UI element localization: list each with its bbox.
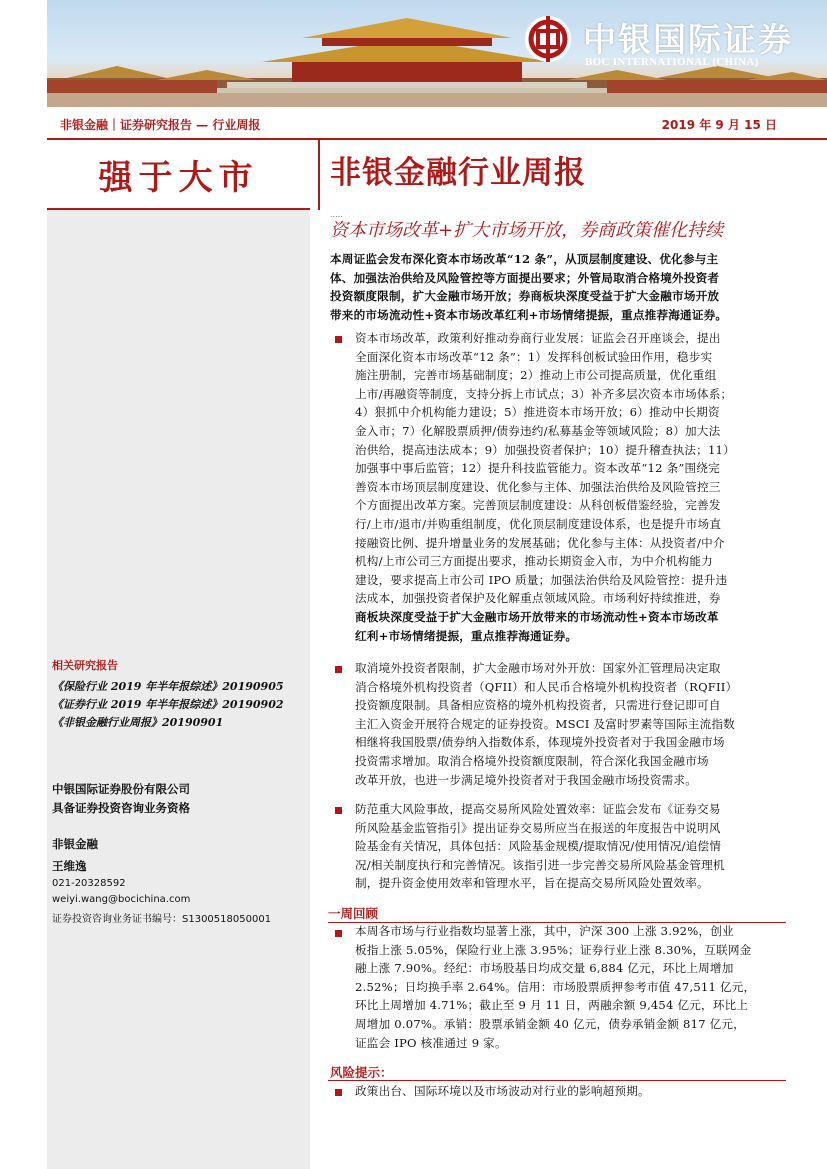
- paragraph-line: 施注册制，完善市场基础制度；2）推动上市公司提高质量，优化重组: [355, 368, 717, 383]
- firm-name: 中银国际证券股份有限公司: [52, 782, 190, 796]
- paragraph-line: 证监会 IPO 核准通过 9 家。: [355, 1035, 507, 1050]
- paragraph-line: 环比上周增加 4.71%；截止至 9 月 11 日，两融余额 9,454 亿元，环比上: [355, 998, 749, 1013]
- paragraph-line: 融上涨 7.90%。经纪：市场股基日均成交量 6,884 亿元，环比上周增加: [355, 961, 734, 976]
- title-divider: [318, 140, 320, 210]
- bullet-icon: [335, 1089, 342, 1096]
- paragraph-line: 投资需求增加。取消合格境外投资额度限制，符合深化我国金融市场: [355, 753, 709, 768]
- bullet-paragraph-opening: [355, 659, 785, 789]
- bullet-icon: [335, 336, 342, 343]
- intro-line: 投资额度限制，扩大金融市场开放；券商板块深度受益于扩大金融市场开放: [330, 289, 720, 304]
- paragraph-line: 商板块深度受益于扩大金融市场开放带来的市场流动性+资本市场改革: [355, 609, 719, 624]
- paragraph-line: 上市/再融资等制度，支持分拆上市试点；3）补齐多层次资本市场体系；: [355, 386, 733, 401]
- logo-text-cn: 中银国际证券: [583, 20, 793, 59]
- related-report-link[interactable]: 《证券行业 2019 年半年报综述》20190902: [52, 698, 284, 711]
- firm-qualification: 具备证券投资咨询业务资格: [52, 801, 190, 815]
- paragraph-line: 全面深化资本市场改革“12 条”：1）发挥科创板试验田作用，稳步实: [355, 349, 713, 364]
- analyst-name: 王维逸: [52, 859, 87, 873]
- paragraph-line: 相继将我国股票/债券纳入指数体系，体现境外投资者对于我国金融市场: [355, 735, 725, 750]
- intro-line: 体、加强法治供给及风险管控等方面提出要求；外管局取消合格境外投资者: [330, 270, 720, 285]
- paragraph-line: 周增加 0.07%。承销：股票承销金额 40 亿元，债券承销金额 817 亿元，: [355, 1016, 745, 1031]
- company-logo: [523, 14, 803, 74]
- analyst-email[interactable]: weiyi.wang@bocichina.com: [52, 894, 191, 905]
- risk-heading: 风险提示：: [330, 1065, 393, 1080]
- paragraph-line: 板指上涨 5.05%，保险行业上涨 3.95%；证券行业上涨 8.30%，互联网金: [355, 942, 752, 957]
- paragraph-line: 4）狠抓中介机构能力建设；5）推进资本市场开放；6）推动中长期资: [355, 405, 720, 420]
- analyst-cert: 证券投资咨询业务证书编号：S1300518050001: [52, 914, 272, 925]
- logo-text-en: BOC INTERNATIONAL (CHINA): [585, 56, 759, 68]
- paragraph-line: 善资本市场顶层制度建设、优化参与主体、加强法治供给及风险管控三: [355, 479, 721, 494]
- bullet-paragraph-reform: [355, 329, 785, 645]
- related-report-link[interactable]: 《保险行业 2019 年半年报综述》20190905: [52, 680, 284, 693]
- bullet-paragraph-risk-fund: [355, 800, 785, 893]
- intro-line: 带来的市场流动性+资本市场改革红利+市场情绪提振，重点推荐海通证券。: [330, 307, 728, 322]
- related-reports-heading: 相关研究报告: [52, 659, 118, 672]
- paragraph-line: 资本市场改革，政策利好推动券商行业发展：证监会召开座谈会，提出: [355, 331, 721, 345]
- paragraph-line: 法成本，加强投资者保护及化解重点领域风险。市场利好持续推进，券: [355, 591, 721, 606]
- paragraph-line: 取消境外投资者限制，扩大金融市场对外开放：国家外汇管理局决定取: [355, 661, 721, 675]
- intro-paragraph: [330, 250, 785, 324]
- weekly-review-paragraph: [355, 922, 785, 1052]
- paragraph-line: 红利+市场情绪提振，重点推荐海通证券。: [355, 628, 578, 643]
- report-date: 2019 年 9 月 15 日: [661, 118, 777, 132]
- breadcrumb: 非银金融｜证券研究报告 — 行业周报: [60, 118, 261, 132]
- related-report-link[interactable]: 《非银金融行业周报》20190901: [52, 716, 224, 729]
- paragraph-line: 加强事中事后监管；12）提升科技监管能力。资本改革“12 条”围绕完: [355, 461, 720, 476]
- paragraph-line: 消合格境外机构投资者（QFII）和人民币合格境外机构投资者（RQFII）: [355, 679, 738, 694]
- paragraph-line: 所风险基金监管指引》提出证券交易所应当在报送的年度报告中说明风: [355, 820, 721, 835]
- paragraph-line: 个方面提出改革方案。完善顶层制度建设：从科创板借鉴经验，完善发: [355, 498, 721, 513]
- paragraph-line: 本周各市场与行业指数均显著上涨，其中，沪深 300 上涨 3.92%，创业: [355, 924, 734, 938]
- paragraph-line: 建设，要求提高上市公司 IPO 质量；加强法治供给及风险管控：提升违: [355, 572, 728, 587]
- paragraph-line: 防范重大风险事故，提高交易所风险处置效率：证监会发布《证券交易: [355, 802, 721, 816]
- sidebar: [47, 140, 310, 1169]
- paragraph-line: 治供给，提高违法成本；9）加强投资者保护；10）提升稽查执法；11）: [355, 442, 735, 457]
- page-title: 非银金融行业周报: [330, 155, 586, 191]
- section-divider: [328, 1080, 786, 1081]
- sector-label: 非银金融: [52, 837, 98, 851]
- page-subtitle: 资本市场改革+扩大市场开放，券商政策催化持续: [330, 220, 724, 241]
- paragraph-line: 主汇入资金开展符合规定的证券投资。MSCI 及富时罗素等国际主流指数: [355, 716, 735, 731]
- divider-dots: .....: [330, 210, 343, 219]
- paragraph-line: 投资额度限制。具备相应资格的境外机构投资者，只需进行登记即可自: [355, 698, 721, 713]
- intro-line: 本周证监会发布深化资本市场改革“12 条”，从顶层制度建设、优化参与主: [330, 252, 719, 266]
- header-banner: [47, 0, 827, 107]
- paragraph-line: 金入市；7）化解股票质押/债券违约/私募基金等领域风险；8）加大法: [355, 423, 721, 438]
- bullet-icon: [335, 807, 342, 814]
- paragraph-line: 况/相关制度执行和完善情况。该指引进一步完善交易所风险基金管理机: [355, 857, 725, 872]
- risk-text: 政策出台、国际环境以及市场波动对行业的影响超预期。: [355, 1084, 650, 1098]
- paragraph-line: 险基金有关情况，具体包括：风险基金规模/提取情况/使用情况/追偿情: [355, 839, 722, 854]
- paragraph-line: 2.52%；日均换手率 2.64%。信用：市场股票质押参考市值 47,511 亿元，: [355, 979, 756, 994]
- bullet-icon: [335, 666, 342, 673]
- bullet-icon: [335, 930, 342, 937]
- paragraph-line: 制，提升资金使用效率和管理水平，旨在提高交易所风险处置效率。: [355, 876, 709, 891]
- paragraph-line: 接融资比例、提升增量业务的发展基础；优化参与主体：从投资者/中介: [355, 535, 725, 550]
- weekly-review-heading: 一周回顾: [328, 906, 379, 921]
- rating-label: 强于大市: [98, 158, 259, 198]
- paragraph-line: 机构/上市公司三方面提出要求，推动长期资金入市，为中介机构能力: [355, 554, 713, 569]
- paragraph-line: 行/上市/退市/并购重组制度，优化顶层制度建设体系，也是提升市场直: [355, 516, 722, 531]
- analyst-phone: 021-20328592: [52, 878, 126, 889]
- boc-logo-icon: [523, 14, 573, 64]
- paragraph-line: 改革开放，也进一步满足境外投资者对于我国金融市场投资需求。: [355, 772, 698, 787]
